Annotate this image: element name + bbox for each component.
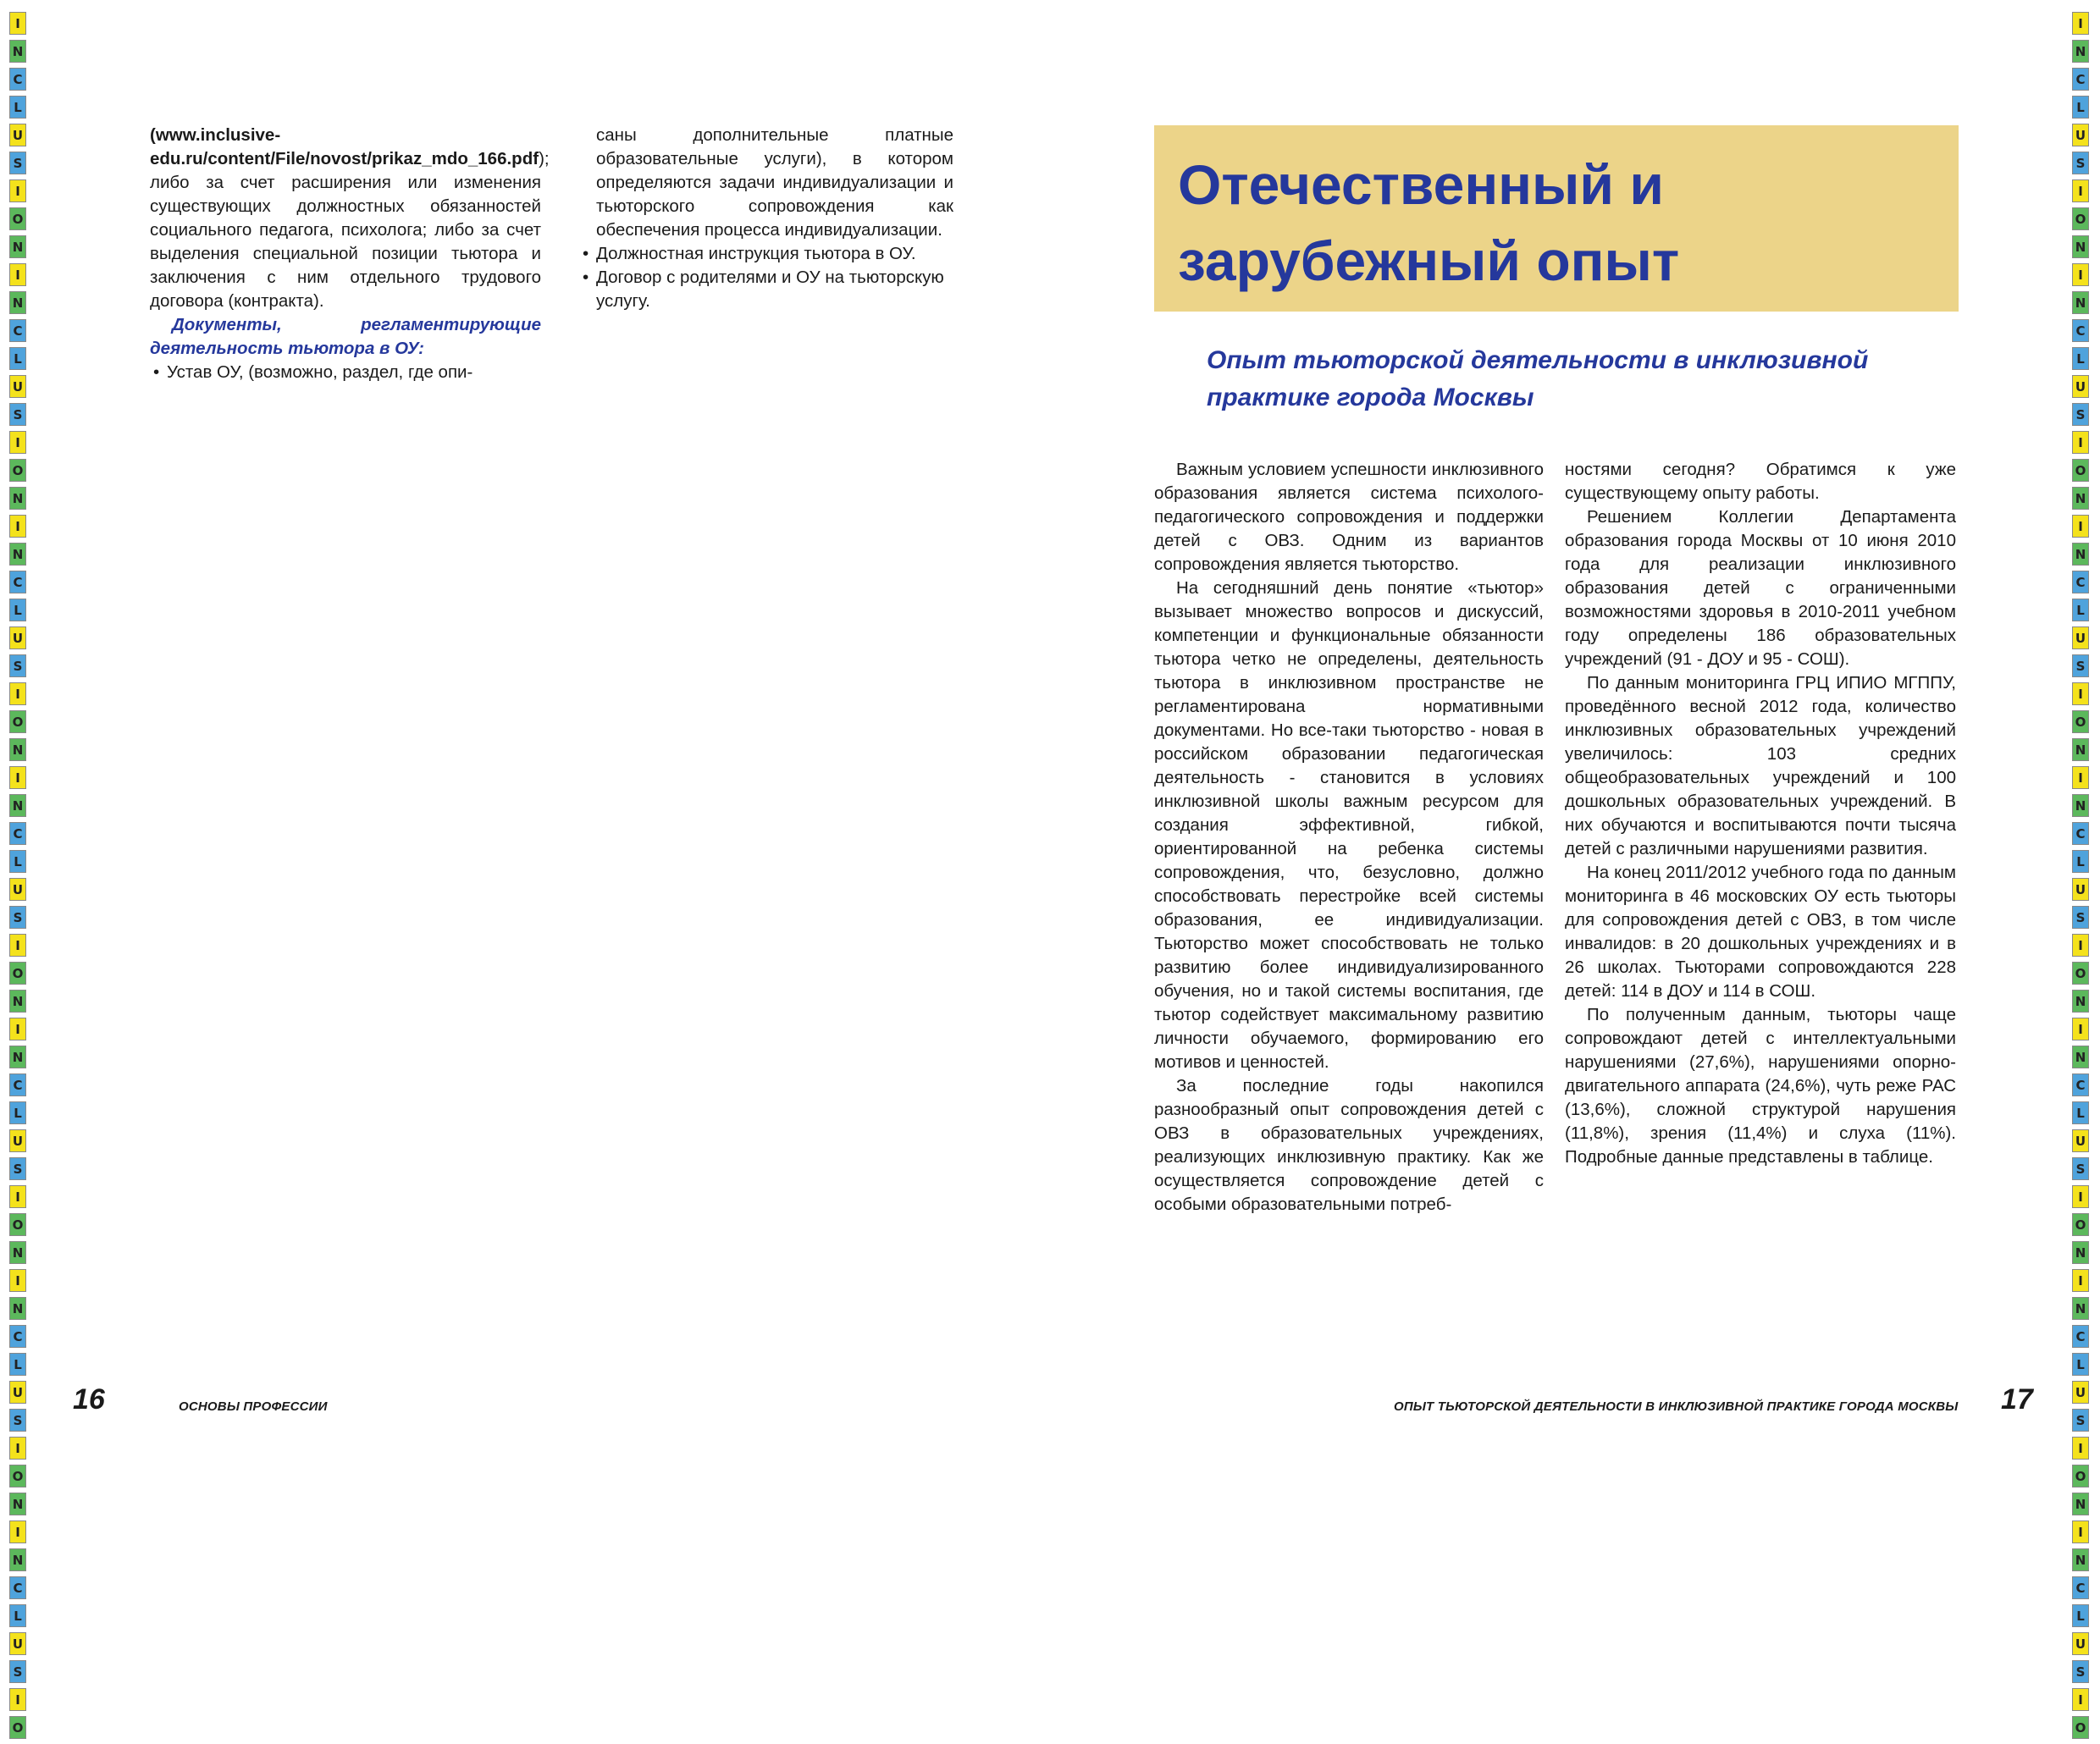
strip-letter-tile: C [2072, 571, 2089, 593]
strip-letter-tile: N [2072, 1493, 2089, 1515]
strip-letter-tile: N [9, 543, 26, 566]
strip-letter-tile: L [9, 1101, 26, 1124]
strip-letter-tile: I [9, 515, 26, 538]
strip-letter-tile: I [2072, 263, 2089, 286]
strip-letter-tile: I [9, 766, 26, 789]
strip-letter-tile: C [9, 68, 26, 91]
strip-letter-tile: U [9, 1632, 26, 1655]
paragraph: На сегодняшний день понятие «тьютор» вызывает множество вопросов и дискуссий, компетенции и функциональные обязанности тьютора четко не определены, деятельность тьютора в инклюзивном пространстве не регламентирована нормативными документами. Но все-таки тьюторство - новая в российском образовании педагогическая деятельность - становится в условиях инклюзивной школы важным ресурсом для создания эффективной, гибкой, ориентированной на ребенка системы сопровождения, что, безусловно, должно способствовать перестройке всей системы образования, ее индивидуализации. Тьюторство может способствовать не только развитию более индивидуализированного обучения, но и такой системы воспитания, где тьютор содействует максимальному развитию личности обучаемого, формированию его мотивов и ценностей. [1154, 578, 1544, 1072]
strip-letter-tile: U [9, 626, 26, 649]
strip-letter-tile: N [2072, 738, 2089, 761]
strip-letter-tile: O [9, 207, 26, 230]
strip-letter-tile: S [9, 1157, 26, 1180]
strip-letter-tile: S [2072, 152, 2089, 174]
strip-letter-tile: O [9, 459, 26, 482]
strip-letter-tile: U [9, 878, 26, 901]
strip-letter-tile: C [9, 1576, 26, 1599]
strip-letter-tile: I [2072, 1520, 2089, 1543]
section-title-line-1: Отечественный и [1178, 153, 1664, 216]
strip-letter-tile: O [9, 962, 26, 985]
bullet-list [150, 361, 541, 384]
strip-letter-tile: N [9, 1548, 26, 1571]
strip-letter-tile: S [2072, 654, 2089, 677]
strip-letter-tile: O [2072, 1213, 2089, 1236]
strip-letter-tile: U [2072, 1632, 2089, 1655]
page-number-right: 17 [2001, 1383, 2033, 1416]
strip-letter-tile: U [9, 124, 26, 146]
paragraph-text: ); либо за счет расширения или изменения существующих должностных обязанностей социального педагога, психолога; либо за счет выделения специальной позиции тьютора и заключения с ним отдельного трудового договора (контракта). [150, 149, 550, 311]
strip-letter-tile: C [9, 571, 26, 593]
running-footer-left: ОСНОВЫ ПРОФЕССИИ [179, 1399, 328, 1414]
strip-letter-tile: I [9, 1437, 26, 1460]
strip-letter-tile: N [9, 235, 26, 258]
strip-letter-tile: I [9, 263, 26, 286]
strip-letter-tile: N [2072, 1046, 2089, 1068]
strip-letter-tile: N [9, 487, 26, 510]
strip-letter-tile: C [2072, 822, 2089, 845]
strip-letter-tile: N [2072, 990, 2089, 1013]
paragraph: По данным мониторинга ГРЦ ИПИО МГППУ, проведённого весной 2012 года, количество инклюзивных образовательных учреждений увеличилось: 103 средних общеобразовательных учреждений и 100 дошкольных образовательных учреждений. В них обучаются и воспитываются почти тысяча детей с различными нарушениями развития. [1565, 673, 1956, 858]
strip-letter-tile: L [9, 347, 26, 370]
strip-letter-tile: L [9, 1353, 26, 1376]
strip-letter-tile: I [2072, 1185, 2089, 1208]
strip-letter-tile: N [2072, 1241, 2089, 1264]
paragraph: Важным условием успешности инклюзивного образования является система психолого-педагогического сопровождения и поддержки детей с ОВЗ. Одним из вариантов сопровождения является тьюторство. [1154, 460, 1544, 574]
strip-letter-tile: I [2072, 179, 2089, 202]
strip-letter-tile: O [9, 710, 26, 733]
strip-letter-tile: L [2072, 1101, 2089, 1124]
strip-letter-tile: N [2072, 487, 2089, 510]
strip-letter-tile: I [2072, 682, 2089, 705]
strip-letter-tile: O [2072, 962, 2089, 985]
strip-letter-tile: I [9, 1269, 26, 1292]
strip-letter-tile: I [9, 1688, 26, 1711]
inclusion-letter-strip-right [2072, 12, 2091, 1744]
strip-letter-tile: I [2072, 1018, 2089, 1040]
paragraph: По полученным данным, тьюторы чаще сопровождают детей с интеллектуальными нарушениями (27,6%), нарушениями опорно-двигательного аппарата (24,6%), чуть реже РАС (13,6%), сложной структурой нарушения (11,8%), зрения (11,4%) и слуха (11%). Подробные данные представлены в таблице. [1565, 1005, 1956, 1167]
strip-letter-tile: N [2072, 235, 2089, 258]
strip-letter-tile: N [2072, 1548, 2089, 1571]
strip-letter-tile: O [9, 1716, 26, 1739]
strip-letter-tile: C [9, 1073, 26, 1096]
strip-letter-tile: U [2072, 878, 2089, 901]
strip-letter-tile: N [2072, 40, 2089, 63]
paragraph: За последние годы накопился разнообразный опыт сопровождения детей с ОВЗ в образовательных учреждениях, реализующих инклюзивную практику. Как же осуществляется сопровождение детей с особыми образовательными потреб- [1154, 1076, 1544, 1214]
paragraph [150, 124, 550, 313]
strip-letter-tile: C [2072, 319, 2089, 342]
strip-letter-tile: S [9, 1660, 26, 1683]
strip-letter-tile: C [2072, 68, 2089, 91]
strip-letter-tile: I [2072, 431, 2089, 454]
strip-letter-tile: S [2072, 1409, 2089, 1432]
strip-letter-tile: U [9, 1381, 26, 1404]
strip-letter-tile: U [2072, 1129, 2089, 1152]
strip-letter-tile: U [2072, 626, 2089, 649]
strip-letter-tile: O [2072, 207, 2089, 230]
strip-letter-tile: N [2072, 794, 2089, 817]
strip-letter-tile: N [9, 794, 26, 817]
strip-letter-tile: O [2072, 1465, 2089, 1487]
strip-letter-tile: L [2072, 1353, 2089, 1376]
strip-letter-tile: U [2072, 375, 2089, 398]
section-title-box [1154, 125, 1959, 312]
strip-letter-tile: N [2072, 543, 2089, 566]
strip-letter-tile: N [9, 1297, 26, 1320]
strip-letter-tile: I [2072, 766, 2089, 789]
strip-letter-tile: N [2072, 1297, 2089, 1320]
strip-letter-tile: L [9, 850, 26, 873]
paragraph: Решением Коллегии Департамента образования города Москвы от 10 июня 2010 года для реализации инклюзивного образования детей с ограниченными возможностями здоровья в 2010-2011 учебном году определены 186 образовательных учреждений (91 - ДОУ и 95 - СОШ). [1565, 507, 1956, 669]
documents-subheading: Документы, регламентирующие деятельность тьютора в ОУ: [150, 315, 541, 358]
strip-letter-tile: I [9, 12, 26, 35]
strip-letter-tile: S [9, 152, 26, 174]
strip-letter-tile: S [2072, 906, 2089, 929]
inclusion-letter-strip-left [9, 12, 28, 1744]
strip-letter-tile: S [9, 654, 26, 677]
strip-letter-tile: S [2072, 1660, 2089, 1683]
strip-letter-tile: I [2072, 1688, 2089, 1711]
strip-letter-tile: N [2072, 291, 2089, 314]
right-column-1 [1154, 458, 1544, 1217]
strip-letter-tile: N [9, 738, 26, 761]
strip-letter-tile: L [2072, 347, 2089, 370]
strip-letter-tile: I [9, 1018, 26, 1040]
strip-letter-tile: N [9, 1493, 26, 1515]
strip-letter-tile: U [2072, 1381, 2089, 1404]
strip-letter-tile: I [9, 431, 26, 454]
paragraph: На конец 2011/2012 учебного года по данным мониторинга в 46 московских ОУ есть тьюторы для сопровождения детей с ОВЗ, в том числе инвалидов: в 20 дошкольных учреждениях и в 26 школах. Тьюторами сопровождаются 228 детей: 114 в ДОУ и 114 в СОШ. [1565, 863, 1956, 1001]
strip-letter-tile: N [9, 40, 26, 63]
strip-letter-tile: C [9, 1325, 26, 1348]
paragraph: ностями сегодня? Обратимся к уже существующему опыту работы. [1565, 460, 1956, 503]
page-number-left: 16 [73, 1383, 105, 1416]
strip-letter-tile: S [9, 403, 26, 426]
strip-letter-tile: N [9, 1241, 26, 1264]
strip-letter-tile: L [9, 96, 26, 119]
strip-letter-tile: C [2072, 1576, 2089, 1599]
list-item: • Договор с родителями и ОУ на тьюторскую услугу. [579, 266, 953, 313]
left-column-1 [150, 124, 550, 384]
strip-letter-tile: I [2072, 934, 2089, 957]
strip-letter-tile: N [9, 990, 26, 1013]
strip-letter-tile: I [2072, 12, 2089, 35]
paragraph: саны дополнительные платные образовательные услуги), в котором определяются задачи индивидуализации и тьюторского сопровождения как обеспечения процесса индивидуализации. [596, 125, 953, 240]
strip-letter-tile: C [2072, 1073, 2089, 1096]
strip-letter-tile: S [9, 1409, 26, 1432]
strip-letter-tile: S [2072, 1157, 2089, 1180]
strip-letter-tile: O [2072, 710, 2089, 733]
strip-letter-tile: I [2072, 515, 2089, 538]
strip-letter-tile: O [2072, 1716, 2089, 1739]
strip-letter-tile: I [9, 1185, 26, 1208]
strip-letter-tile: I [2072, 1269, 2089, 1292]
strip-letter-tile: L [2072, 1604, 2089, 1627]
strip-letter-tile: U [2072, 124, 2089, 146]
strip-letter-tile: S [9, 906, 26, 929]
strip-letter-tile: I [9, 682, 26, 705]
strip-letter-tile: L [2072, 599, 2089, 621]
strip-letter-tile: N [9, 1046, 26, 1068]
bullet-list [579, 242, 953, 313]
strip-letter-tile: S [2072, 403, 2089, 426]
strip-letter-tile: I [2072, 1437, 2089, 1460]
list-item: • Должностная инструкция тьютора в ОУ. [579, 242, 953, 266]
strip-letter-tile: C [9, 822, 26, 845]
strip-letter-tile: L [2072, 850, 2089, 873]
strip-letter-tile: U [9, 1129, 26, 1152]
strip-letter-tile: L [9, 1604, 26, 1627]
strip-letter-tile: L [2072, 96, 2089, 119]
strip-letter-tile: C [2072, 1325, 2089, 1348]
strip-letter-tile: L [9, 599, 26, 621]
strip-letter-tile: O [2072, 459, 2089, 482]
section-title-line-2: зарубежный опыт [1178, 229, 1680, 292]
running-footer-right: ОПЫТ ТЬЮТОРСКОЙ ДЕЯТЕЛЬНОСТИ В ИНКЛЮЗИВНОЙ ПРАКТИКЕ ГОРОДА МОСКВЫ [1394, 1399, 1959, 1414]
strip-letter-tile: C [9, 319, 26, 342]
article-subtitle: Опыт тьюторской деятельности в инклюзивной практике города Москвы [1207, 346, 1869, 411]
strip-letter-tile: O [9, 1213, 26, 1236]
strip-letter-tile: U [9, 375, 26, 398]
strip-letter-tile: I [9, 179, 26, 202]
strip-letter-tile: I [9, 1520, 26, 1543]
strip-letter-tile: O [9, 1465, 26, 1487]
strip-letter-tile: I [9, 934, 26, 957]
document-url: (www.inclusive-edu.ru/content/File/novost/prikaz_mdo_166.pdf [150, 125, 539, 168]
strip-letter-tile: N [9, 291, 26, 314]
left-column-2 [579, 124, 953, 313]
right-column-2 [1565, 458, 1956, 1169]
list-item: • Устав ОУ, (возможно, раздел, где опи- [150, 361, 541, 384]
